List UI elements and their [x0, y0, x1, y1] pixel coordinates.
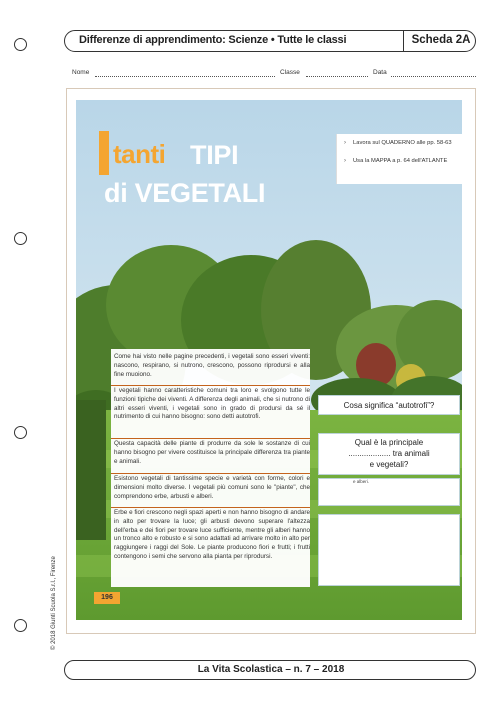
paragraph-differenza: Questa capacità delle piante di produrre da sole le sostanze di cui hanno bisogno per vivere costituisce la principale differenza tra piante e animali.: [114, 440, 310, 465]
paragraph-autotrofi: I vegetali hanno caratteristiche comuni tra loro e svolgono tutte le funzioni tipiche dei viventi. A differenza degli animali, che si nutrono di altri esseri viventi, i vegetali sono in grado di prodursi da sé il nutrimento di cui hanno bisogno: sono detti autotrofi.: [114, 387, 310, 421]
arrow-icon: ›: [344, 140, 346, 146]
title-word-tanti: tanti: [113, 139, 166, 169]
title-line-vegetali: di VEGETALI: [104, 178, 266, 208]
sheet-label: Scheda 2A: [411, 34, 471, 46]
title-word-tipi: TIPI: [190, 140, 239, 170]
paragraph-divider: [111, 507, 310, 508]
title-accent-bar: [99, 131, 109, 175]
paragraph-specie: Esistono vegetali di tantissime specie e varietà con forme, colori e dimensioni molto diverse. I vegetali più comuni sono le "piante", che comprendono erbe, arbusti e alberi.: [114, 475, 310, 500]
worksheet-footer: [64, 660, 476, 680]
copyright-notice: © 2018 Giunti Scuola S.r.l., Firenze: [51, 556, 57, 650]
text-fragment: e alberi.: [353, 479, 370, 484]
date-field[interactable]: [391, 76, 476, 77]
answer-box-2[interactable]: [318, 514, 460, 586]
arrow-icon: ›: [344, 158, 346, 164]
header-title: Differenze di apprendimento: Scienze • Tutte le classi: [79, 34, 347, 46]
binder-hole-lower: [14, 426, 27, 439]
page-number: 196: [94, 592, 120, 604]
worksheet-header: [64, 30, 476, 52]
question-autotrofi: Cosa significa “autotrofi”?: [318, 395, 460, 415]
footer-text: La Vita Scolastica – n. 7 – 2018: [197, 664, 345, 675]
binder-hole-top: [14, 38, 27, 51]
answer-box-1[interactable]: [318, 478, 460, 506]
paragraph-divider: [111, 473, 310, 474]
binder-hole-bottom: [14, 619, 27, 632]
reference-box: › Lavora sul QUADERNO alle pp. 58-63 › Usa la MAPPA a p. 64 dell'ATLANTE: [336, 134, 462, 184]
name-label: Nome: [72, 69, 90, 76]
date-label: Data: [373, 69, 387, 76]
class-label: Classe: [280, 69, 300, 76]
question-differenza: Qual è la principale ................... tra animali e vegetali?: [318, 433, 460, 475]
paragraph-piante: Erbe e fiori crescono negli spazi aperti e non hanno bisogno di andare in alto per trovare la luce; gli arbusti devono superare l'altezza dell'erba e dei fiori per trovare luce sufficiente, mentre gli alberi hanno un tronco alto e robusto e si sono adattati ad arrivare molto in alto per raggiungere i raggi del Sole. Le piante producono fiori e frutti; i frutti contengono i semi che servono alla pianta per riprodursi.: [114, 509, 310, 560]
student-fields: [72, 69, 476, 79]
paragraph-intro: Come hai visto nelle pagine precedenti, i vegetali sono esseri viventi: nascono, respirano, si nutrono, crescono, possono riprodursi e alla fine muoiono.: [114, 353, 310, 378]
paragraph-divider: [111, 438, 310, 439]
name-field[interactable]: [95, 76, 275, 77]
paragraph-divider: [111, 385, 310, 386]
binder-hole-upper: [14, 232, 27, 245]
class-field[interactable]: [306, 76, 368, 77]
